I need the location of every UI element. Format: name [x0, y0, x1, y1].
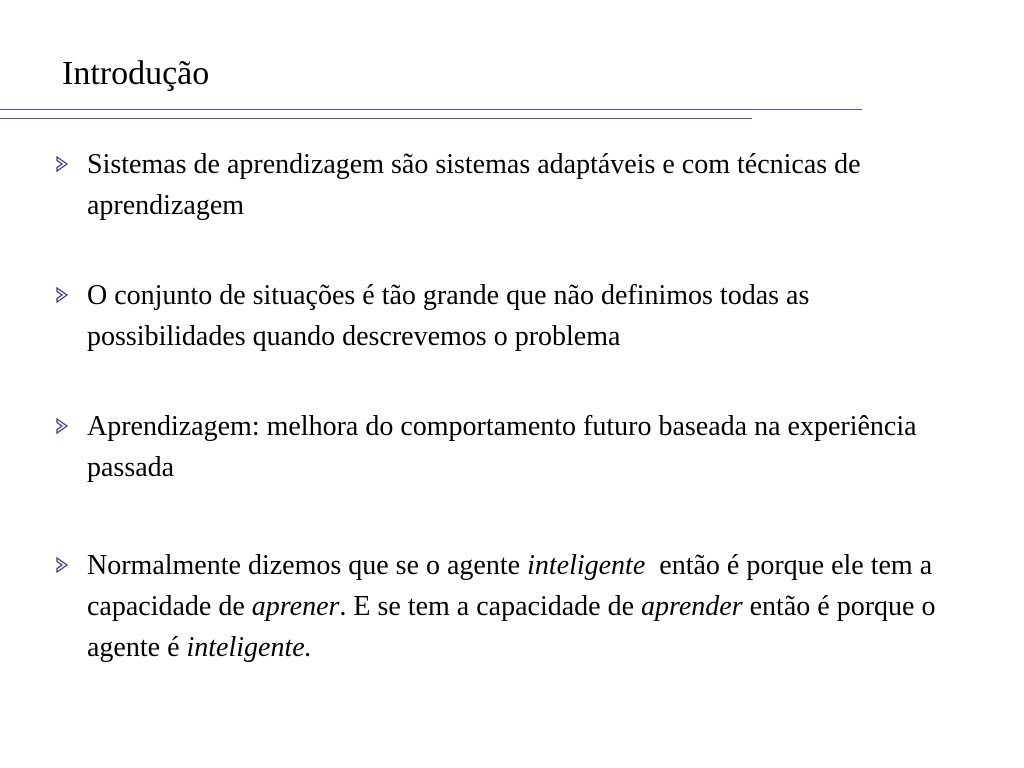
bullet-text-emphasis: aprender [641, 591, 743, 622]
bullet-text-segment: então é porque o agente é [87, 591, 936, 663]
chevron-right-outline-icon [54, 153, 70, 175]
chevron-right-outline-icon [54, 284, 70, 306]
bullet-text-emphasis: inteligente [527, 550, 646, 581]
bullet-item [54, 545, 954, 668]
bullet-text-emphasis: inteligente [186, 632, 305, 663]
bullet-item [54, 144, 954, 226]
bullet-text: O conjunto de situações é tão grande que não definimos todas as possibilidades quando descrevemos o problema [87, 280, 810, 352]
bullet-text [87, 545, 954, 668]
slide-title: Introdução [62, 55, 210, 92]
bullet-text-emphasis: . [304, 632, 312, 663]
bullet-text: Sistemas de aprendizagem são sistemas adaptáveis e com técnicas de aprendizagem [87, 149, 861, 221]
bullet-item [54, 406, 954, 488]
bullet-text: Aprendizagem: melhora do comportamento futuro baseada na experiência passada [87, 411, 917, 483]
bullet-text-segment: . E se tem a capacidade de [339, 591, 642, 622]
title-divider-lower [0, 118, 752, 119]
chevron-right-outline-icon [54, 554, 70, 576]
bullet-text-segment: Normalmente dizemos que se o agente [87, 550, 528, 581]
title-divider-upper [0, 109, 862, 110]
bullet-item [54, 275, 954, 357]
bullet-text-emphasis: aprener [251, 591, 340, 622]
chevron-right-outline-icon [54, 415, 70, 437]
bullet-text-segment: então é porque ele tem a capacidade de [87, 550, 940, 622]
